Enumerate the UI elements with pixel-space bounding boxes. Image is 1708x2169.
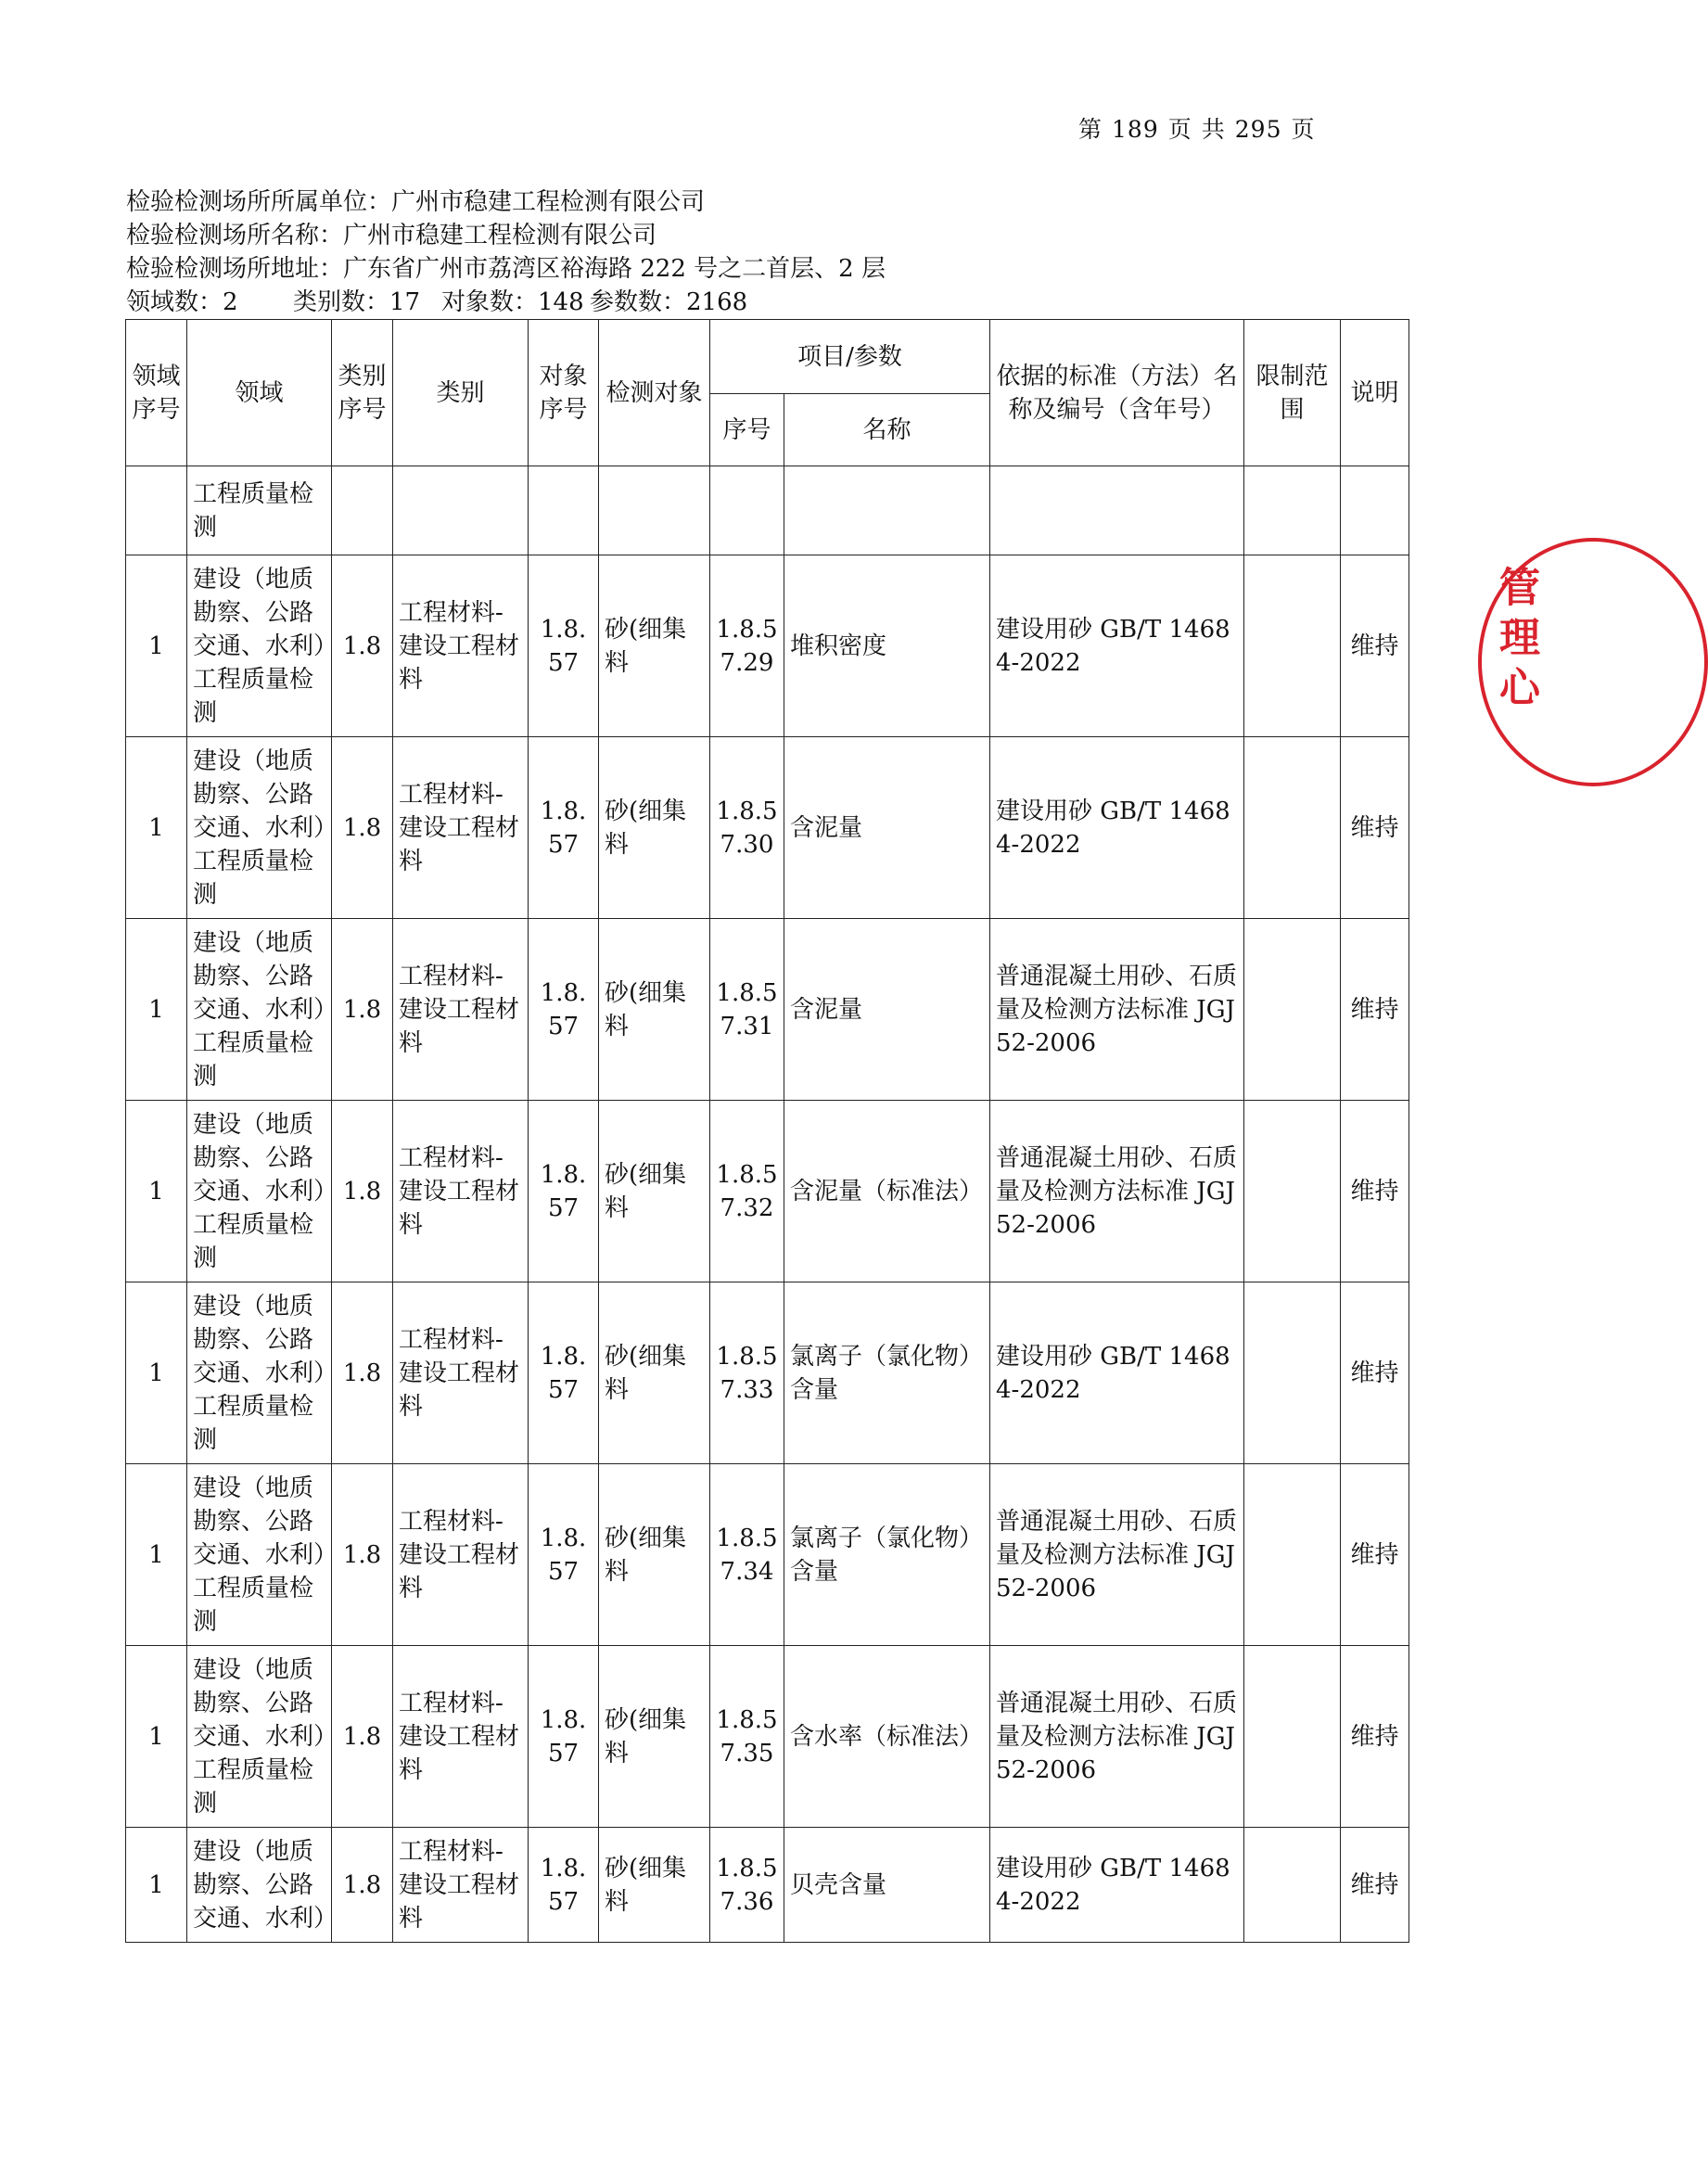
cell-item-no: 1.8.57.33 <box>710 1282 784 1464</box>
table-row <box>126 737 1409 919</box>
table-row <box>126 1464 1409 1646</box>
cell-cat: 工程材料-建设工程材料 <box>393 919 529 1101</box>
page-prefix: 第 <box>1078 116 1103 143</box>
cell-note: 维持 <box>1341 1101 1409 1282</box>
cell-item-no: 1.8.57.30 <box>710 737 784 919</box>
cell-item-no: 1.8.57.32 <box>710 1101 784 1282</box>
cell-obj: 砂(细集料 <box>599 1464 710 1646</box>
cell-obj: 砂(细集料 <box>599 919 710 1101</box>
cell-note: 维持 <box>1341 1646 1409 1828</box>
cell-obj-no: 1.8.57 <box>529 1646 599 1828</box>
cell-obj: 砂(细集料 <box>599 1101 710 1282</box>
table-row <box>126 1101 1409 1282</box>
cell-obj-no: 1.8.57 <box>529 1101 599 1282</box>
cell-obj-no: 1.8.57 <box>529 1464 599 1646</box>
param-count: 参数数：2168 <box>590 288 748 316</box>
cell-item-name: 氯离子（氯化物）含量 <box>784 1464 990 1646</box>
cell-item-no: 1.8.57.36 <box>710 1828 784 1943</box>
cell-cat: 工程材料-建设工程材料 <box>393 1828 529 1943</box>
cell-obj: 砂(细集料 <box>599 1282 710 1464</box>
table-row-continued <box>126 466 1409 555</box>
cell-note: 维持 <box>1341 1464 1409 1646</box>
cell-field: 建设（地质勘察、公路交通、水利）工程质量检测 <box>187 1282 332 1464</box>
header-note: 说明 <box>1341 320 1409 466</box>
header-field-no: 领域序号 <box>126 320 187 466</box>
header-limit: 限制范围 <box>1244 320 1341 466</box>
cell-item-no: 1.8.57.29 <box>710 555 784 737</box>
table-row <box>126 919 1409 1101</box>
header-field: 领域 <box>187 320 332 466</box>
cell-obj-no: 1.8.57 <box>529 919 599 1101</box>
cell-obj-no: 1.8.57 <box>529 737 599 919</box>
header-item-name: 名称 <box>784 394 990 466</box>
cell-item-name: 贝壳含量 <box>784 1828 990 1943</box>
cell-item-no: 1.8.57.34 <box>710 1464 784 1646</box>
cell-field-no: 1 <box>126 555 187 737</box>
cell-field-no: 1 <box>126 919 187 1101</box>
cell-item-name: 含泥量（标准法） <box>784 1101 990 1282</box>
cell-limit <box>1244 1101 1341 1282</box>
cell-cat-no: 1.8 <box>332 919 393 1101</box>
cell-field-no: 1 <box>126 737 187 919</box>
cell-cat: 工程材料-建设工程材料 <box>393 737 529 919</box>
cell-obj-no: 1.8.57 <box>529 1282 599 1464</box>
cell-field-no: 1 <box>126 1101 187 1282</box>
cell-field: 建设（地质勘察、公路交通、水利）工程质量检测 <box>187 1464 332 1646</box>
cell-cat-no: 1.8 <box>332 1101 393 1282</box>
cell-standard: 普通混凝土用砂、石质量及检测方法标准 JGJ 52-2006 <box>990 1646 1244 1828</box>
cell-obj: 砂(细集料 <box>599 737 710 919</box>
cell-field-no: 1 <box>126 1828 187 1943</box>
cell-field: 建设（地质勘察、公路交通、水利）工程质量检测 <box>187 737 332 919</box>
page-current: 189 <box>1112 116 1159 143</box>
cell-limit <box>1244 1828 1341 1943</box>
page-number <box>1074 111 1320 145</box>
cell-cat-no: 1.8 <box>332 1828 393 1943</box>
cell-note: 维持 <box>1341 1282 1409 1464</box>
page-suffix: 页 <box>1291 116 1316 143</box>
domain-count: 领域数：2 <box>126 288 238 316</box>
cell-cat: 工程材料-建设工程材料 <box>393 1646 529 1828</box>
cell-cat: 工程材料-建设工程材料 <box>393 555 529 737</box>
cell-field-no: 1 <box>126 1646 187 1828</box>
page-mid1: 页 <box>1167 116 1192 143</box>
page-mid2: 共 <box>1201 116 1226 143</box>
site-name: 检验检测场所名称：广州市稳建工程检测有限公司 <box>126 222 657 249</box>
cell-standard: 建设用砂 GB/T 14684-2022 <box>990 1282 1244 1464</box>
cell-standard: 普通混凝土用砂、石质量及检测方法标准 JGJ 52-2006 <box>990 919 1244 1101</box>
header-item-no: 序号 <box>710 394 784 466</box>
cell-item-no: 1.8.57.35 <box>710 1646 784 1828</box>
header-object: 检测对象 <box>599 320 710 466</box>
cell-cat-no: 1.8 <box>332 737 393 919</box>
site-counts <box>126 286 886 319</box>
cell-field: 建设（地质勘察、公路交通、水利）工程质量检测 <box>187 919 332 1101</box>
cell-item-name: 含泥量 <box>784 919 990 1101</box>
cell-field-no: 1 <box>126 1282 187 1464</box>
cell-cat: 工程材料-建设工程材料 <box>393 1101 529 1282</box>
cell-note: 维持 <box>1341 919 1409 1101</box>
cell-item-name: 氯离子（氯化物）含量 <box>784 1282 990 1464</box>
cell-field: 工程质量检测 <box>187 466 332 555</box>
cell-cat-no: 1.8 <box>332 1464 393 1646</box>
cell-item-name: 含水率（标准法） <box>784 1646 990 1828</box>
object-count: 对象数：148 <box>441 288 584 316</box>
cell-item-name: 含泥量 <box>784 737 990 919</box>
seal-text: 管理心 <box>1492 566 1539 716</box>
cell-obj: 砂(细集料 <box>599 1828 710 1943</box>
accreditation-table <box>125 319 1409 1943</box>
cell-cat: 工程材料-建设工程材料 <box>393 1282 529 1464</box>
cell-cat-no: 1.8 <box>332 1646 393 1828</box>
cell-field: 建设（地质勘察、公路交通、水利）工程质量检测 <box>187 1101 332 1282</box>
table-row <box>126 1646 1409 1828</box>
site-address: 检验检测场所地址：广东省广州市荔湾区裕海路 222 号之二首层、2 层 <box>126 255 886 283</box>
cell-standard: 建设用砂 GB/T 14684-2022 <box>990 737 1244 919</box>
table-row <box>126 555 1409 737</box>
header-category: 类别 <box>393 320 529 466</box>
cell-limit <box>1244 1464 1341 1646</box>
cell-limit <box>1244 737 1341 919</box>
table-row <box>126 1282 1409 1464</box>
cell-cat: 工程材料-建设工程材料 <box>393 1464 529 1646</box>
header-standard: 依据的标准（方法）名称及编号（含年号） <box>990 320 1244 466</box>
cell-limit <box>1244 1282 1341 1464</box>
header-object-no: 对象序号 <box>529 320 599 466</box>
cell-standard: 建设用砂 GB/T 14684-2022 <box>990 555 1244 737</box>
table-row <box>126 1828 1409 1943</box>
cell-item-no: 1.8.57.31 <box>710 919 784 1101</box>
cell-field: 建设（地质勘察、公路交通、水利） <box>187 1828 332 1943</box>
cell-field: 建设（地质勘察、公路交通、水利）工程质量检测 <box>187 1646 332 1828</box>
header-category-no: 类别序号 <box>332 320 393 466</box>
cell-cat-no: 1.8 <box>332 1282 393 1464</box>
cell-limit <box>1244 555 1341 737</box>
cell-note: 维持 <box>1341 555 1409 737</box>
cell-obj-no: 1.8.57 <box>529 1828 599 1943</box>
cell-item-name: 堆积密度 <box>784 555 990 737</box>
cell-cat-no: 1.8 <box>332 555 393 737</box>
official-seal <box>1469 538 1539 779</box>
category-count: 类别数：17 <box>293 288 421 316</box>
cell-obj: 砂(细集料 <box>599 1646 710 1828</box>
cell-standard: 普通混凝土用砂、石质量及检测方法标准 JGJ 52-2006 <box>990 1101 1244 1282</box>
cell-standard: 建设用砂 GB/T 14684-2022 <box>990 1828 1244 1943</box>
cell-obj-no: 1.8.57 <box>529 555 599 737</box>
cell-note: 维持 <box>1341 737 1409 919</box>
cell-obj: 砂(细集料 <box>599 555 710 737</box>
cell-field-no: 1 <box>126 1464 187 1646</box>
cell-note: 维持 <box>1341 1828 1409 1943</box>
cell-limit <box>1244 919 1341 1101</box>
page-total: 295 <box>1234 116 1282 143</box>
cell-standard: 普通混凝土用砂、石质量及检测方法标准 JGJ 52-2006 <box>990 1464 1244 1646</box>
site-unit: 检验检测场所所属单位：广州市稳建工程检测有限公司 <box>126 188 706 216</box>
site-info <box>126 185 886 319</box>
cell-limit <box>1244 1646 1341 1828</box>
cell-field: 建设（地质勘察、公路交通、水利）工程质量检测 <box>187 555 332 737</box>
header-item-group: 项目/参数 <box>710 320 990 394</box>
